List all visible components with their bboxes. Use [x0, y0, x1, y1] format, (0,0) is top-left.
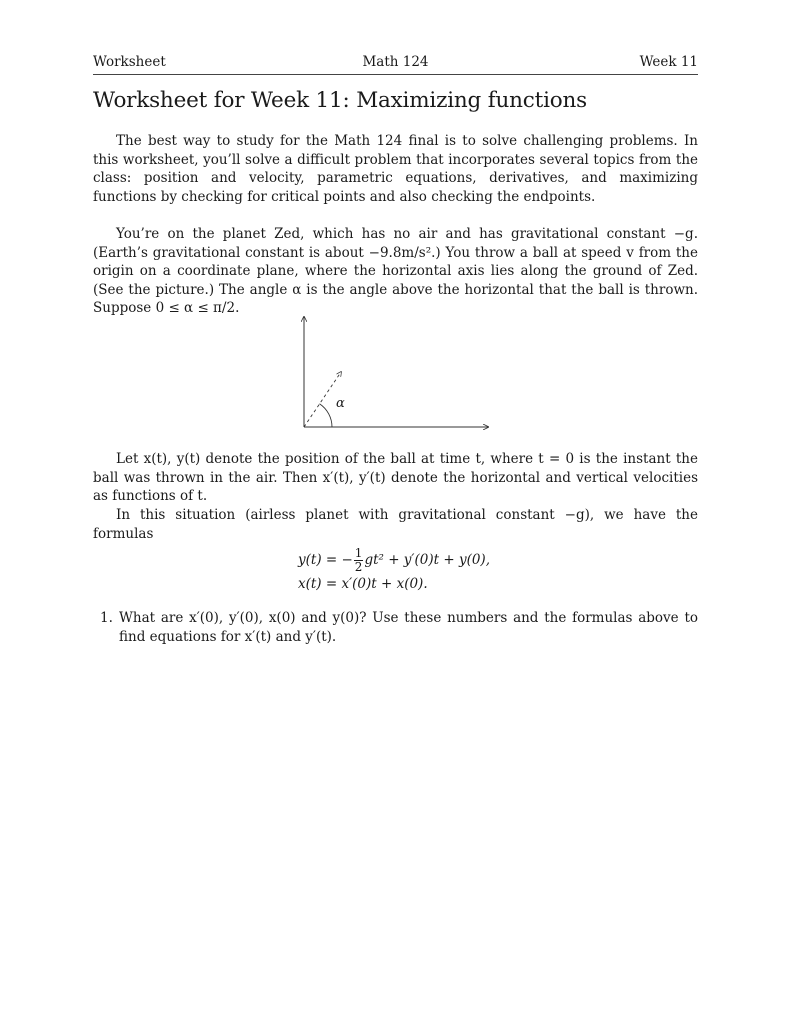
header-center: Math 124 — [362, 54, 429, 70]
page-header — [93, 54, 698, 75]
intro-paragraph: The best way to study for the Math 124 final is to solve challenging problems. In this worksheet, you’ll solve a difficult problem that incorporates several topics from the class: position and velocity, parametric equations, derivatives, and maximizing functions by checking for critical points and also checking the endpoints. — [93, 133, 698, 205]
frac-numerator: 1 — [354, 546, 363, 560]
y-eq-rhs: gt² + y′(0)t + y(0), — [364, 552, 490, 568]
page-title: Worksheet for Week 11: Maximizing functions — [93, 88, 587, 113]
position-paragraph: Let x(t), y(t) denote the position of the ball at time t, where t = 0 is the instant the ball was thrown in the air. Then x′(t), y′(t) denote the horizontal and vertical velocities as functions of t. — [93, 451, 698, 504]
header-right: Week 11 — [639, 54, 698, 70]
y-eq-lhs: y(t) = − — [298, 552, 353, 568]
projectile-figure — [290, 310, 500, 435]
frac-denominator: 2 — [354, 560, 363, 574]
header-left: Worksheet — [93, 54, 166, 70]
setup-paragraph: You’re on the planet Zed, which has no air and has gravitational constant −g. (Earth’s gravitational constant is about −9.8m/s².) You throw a ball at speed v from the origin on a coordinate plane, where the horizontal axis lies along the ground of Zed. (See the picture.) The angle α is the angle above the horizontal that the ball is thrown. Suppose 0 ≤ α ≤ π/2. — [93, 226, 698, 316]
projectile-diagram — [290, 310, 500, 435]
angle-label: α — [336, 396, 345, 411]
question-number: 1. — [100, 610, 113, 626]
one-half-fraction — [354, 547, 364, 574]
question-1 — [100, 609, 698, 646]
y-equation — [298, 547, 490, 574]
x-equation: x(t) = x′(0)t + x(0). — [298, 576, 428, 592]
formulas-intro: In this situation (airless planet with gravitational constant −g), we have the formulas — [93, 507, 698, 542]
question-text: What are x′(0), y′(0), x(0) and y(0)? Use these numbers and the formulas above to find equations for x′(t) and y′(t). — [119, 610, 698, 645]
angle-arc — [320, 404, 333, 427]
